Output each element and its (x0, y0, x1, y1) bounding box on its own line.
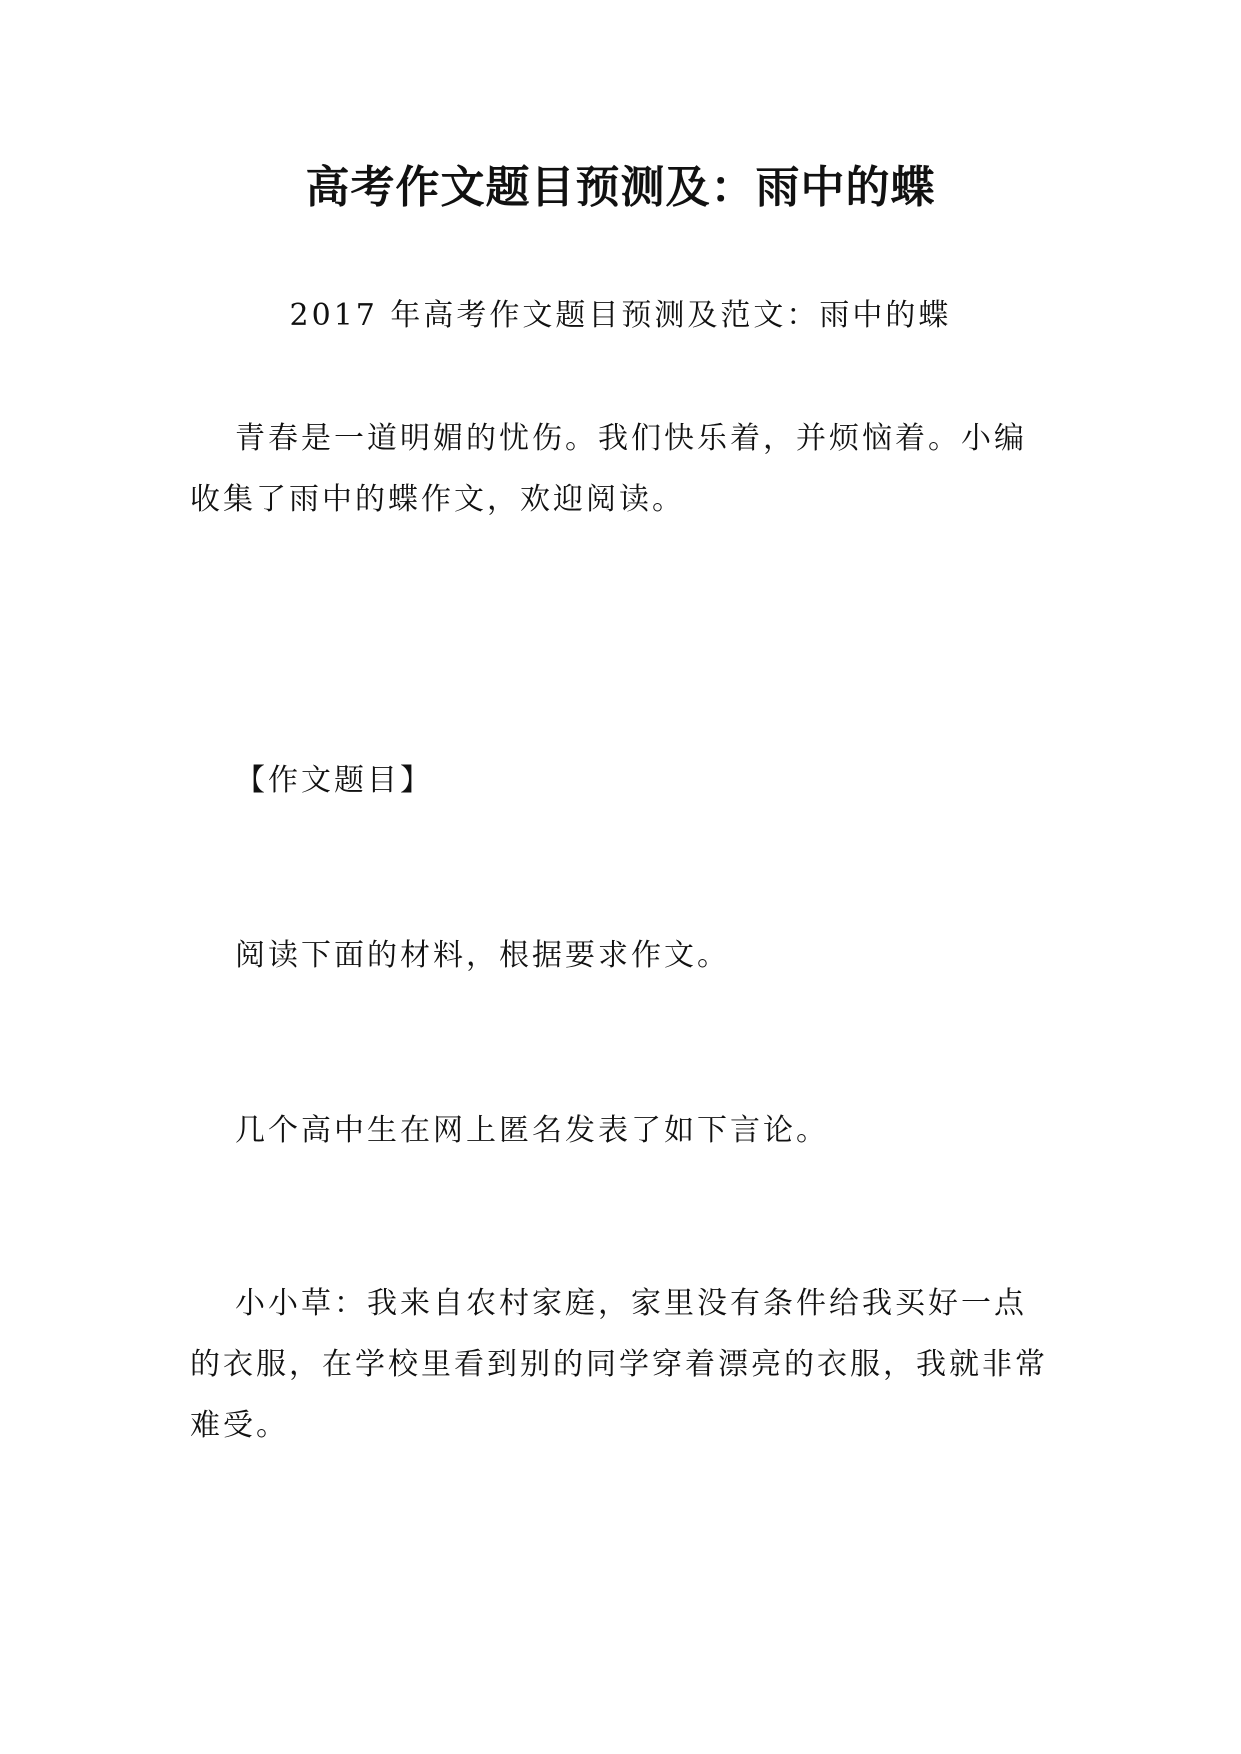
instruction-paragraph: 阅读下面的材料，根据要求作文。 (235, 938, 730, 973)
intro-paragraph: 青春是一道明媚的忧伤。我们快乐着，并烦恼着。小编收集了雨中的蝶作文，欢迎阅读。 (190, 421, 1027, 517)
document-subtitle: 2017 年高考作文题目预测及范文：雨中的蝶 (289, 298, 952, 333)
quote-paragraph-xiaoxiaocao: 小小草：我来自农村家庭，家里没有条件给我买好一点的衣服，在学校里看到别的同学穿着漂亮的衣服，我就非常难受。 (190, 1286, 1048, 1443)
section-heading-essay-topic: 【作文题目】 (235, 763, 433, 798)
document-title: 高考作文题目预测及：雨中的蝶 (305, 162, 936, 213)
context-paragraph: 几个高中生在网上匿名发表了如下言论。 (235, 1113, 829, 1148)
